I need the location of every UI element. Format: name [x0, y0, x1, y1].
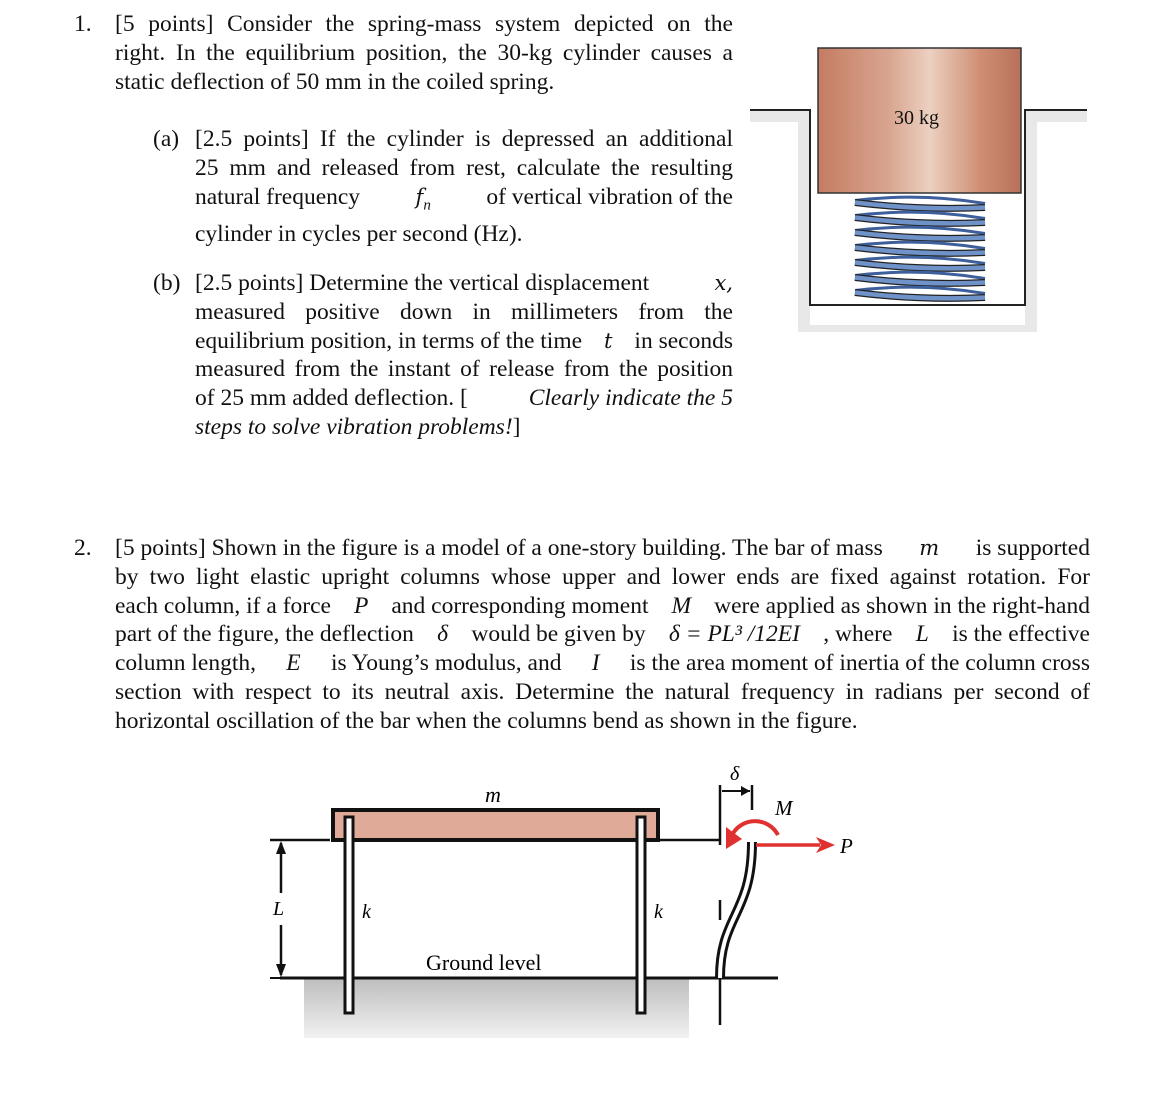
- moment-label: M: [775, 796, 793, 820]
- right-column: [637, 817, 645, 1013]
- symbol-L: L: [915, 621, 929, 648]
- delta-label: δ: [730, 763, 740, 785]
- time-symbol: t: [604, 328, 613, 353]
- length-label: L: [273, 898, 285, 920]
- symbol-m: m: [919, 536, 940, 560]
- force-arrow-icon: [756, 837, 835, 853]
- mass-bar-label: m: [485, 782, 501, 807]
- symbol-P: P: [353, 592, 369, 619]
- part-b-label: (b): [153, 270, 181, 296]
- problem-2-line-2: by two light elastic upright columns whose upper and lower ends are fixed against rotation. For: [115, 563, 1090, 590]
- symbol-M: M: [671, 592, 692, 619]
- part-a-line-1: [2.5 points] If the cylinder is depressed an additional: [195, 126, 733, 152]
- problem-2-line-6: section with respect to its neutral axis. Determine the natural frequency in radians per second of: [115, 678, 1090, 705]
- ground-fill: [304, 978, 689, 1038]
- symbol-E: E: [286, 650, 301, 677]
- cylinder-mass-label: 30 kg: [894, 107, 939, 129]
- part-b-emphasis-1: Clearly indicate the 5: [528, 385, 733, 412]
- ground-level-label: Ground level: [426, 950, 542, 975]
- part-a-line-3: [195, 183, 733, 220]
- part-a-line-3a: natural frequency: [195, 183, 361, 210]
- problem-1-line-1: [5 points] Consider the spring-mass system depicted on the: [115, 11, 733, 37]
- coil-spring: [855, 193, 985, 298]
- problem-1-line-3: static deflection of 50 mm in the coiled spring.: [115, 68, 555, 95]
- part-a-line-2: 25 mm and released from rest, calculate the resulting: [195, 154, 733, 181]
- natural-frequency-symbol: $f_n$: [415, 184, 431, 214]
- problem-2-line-1: [5 points] Shown in the figure is a model of a one-story building. The bar of mass m is supported: [115, 535, 1090, 561]
- force-label: P: [840, 834, 853, 858]
- part-b-line-2: measured positive down in millimeters from the: [195, 298, 733, 325]
- right-spring-label: k: [654, 901, 663, 923]
- left-spring-label: k: [362, 901, 371, 923]
- symbol-I: I: [591, 650, 600, 677]
- deflection-formula: δ = PL³ /12EI: [668, 621, 800, 648]
- part-b-line-6: steps to solve vibration problems!]: [195, 413, 521, 440]
- part-b-line-5: of 25 mm added deflection. [ Clearly indicate the 5: [195, 385, 733, 412]
- problem-2-line-5: column length, E is Young’s modulus, and I is the area moment of inertia of the column cross: [115, 650, 1090, 677]
- part-b-line-1: [2.5 points] Determine the vertical displacement x,: [195, 270, 733, 296]
- mass-bar: [333, 810, 658, 840]
- problem-2-line-3: each column, if a force P and corresponding moment M were applied as shown in the right-hand: [115, 592, 1090, 619]
- problem-1-line-2: right. In the equilibrium position, the 30-kg cylinder causes a: [115, 39, 733, 66]
- building-model-figure: [260, 755, 880, 1055]
- part-a-line-3b: of vertical vibration of the: [486, 183, 733, 210]
- symbol-delta: δ: [437, 621, 449, 648]
- problem-2-line-7: horizontal oscillation of the bar when the columns bend as shown in the figure.: [115, 707, 858, 734]
- part-a-line-4: cylinder in cycles per second (Hz).: [195, 221, 523, 248]
- problem-1-number: 1.: [74, 11, 92, 37]
- part-b-line-4: measured from the instant of release from the position: [195, 356, 733, 383]
- left-column: [345, 817, 353, 1013]
- displacement-symbol: x,: [714, 271, 733, 295]
- part-b-line-3: equilibrium position, in terms of the time t in seconds: [195, 327, 733, 354]
- spring-mass-figure: [750, 40, 1095, 340]
- problem-2-line-4: part of the figure, the deflection δ would be given by δ = PL³ /12EI , where L is the effective: [115, 621, 1090, 648]
- problem-2-number: 2.: [74, 535, 92, 561]
- part-a-label: (a): [153, 126, 180, 152]
